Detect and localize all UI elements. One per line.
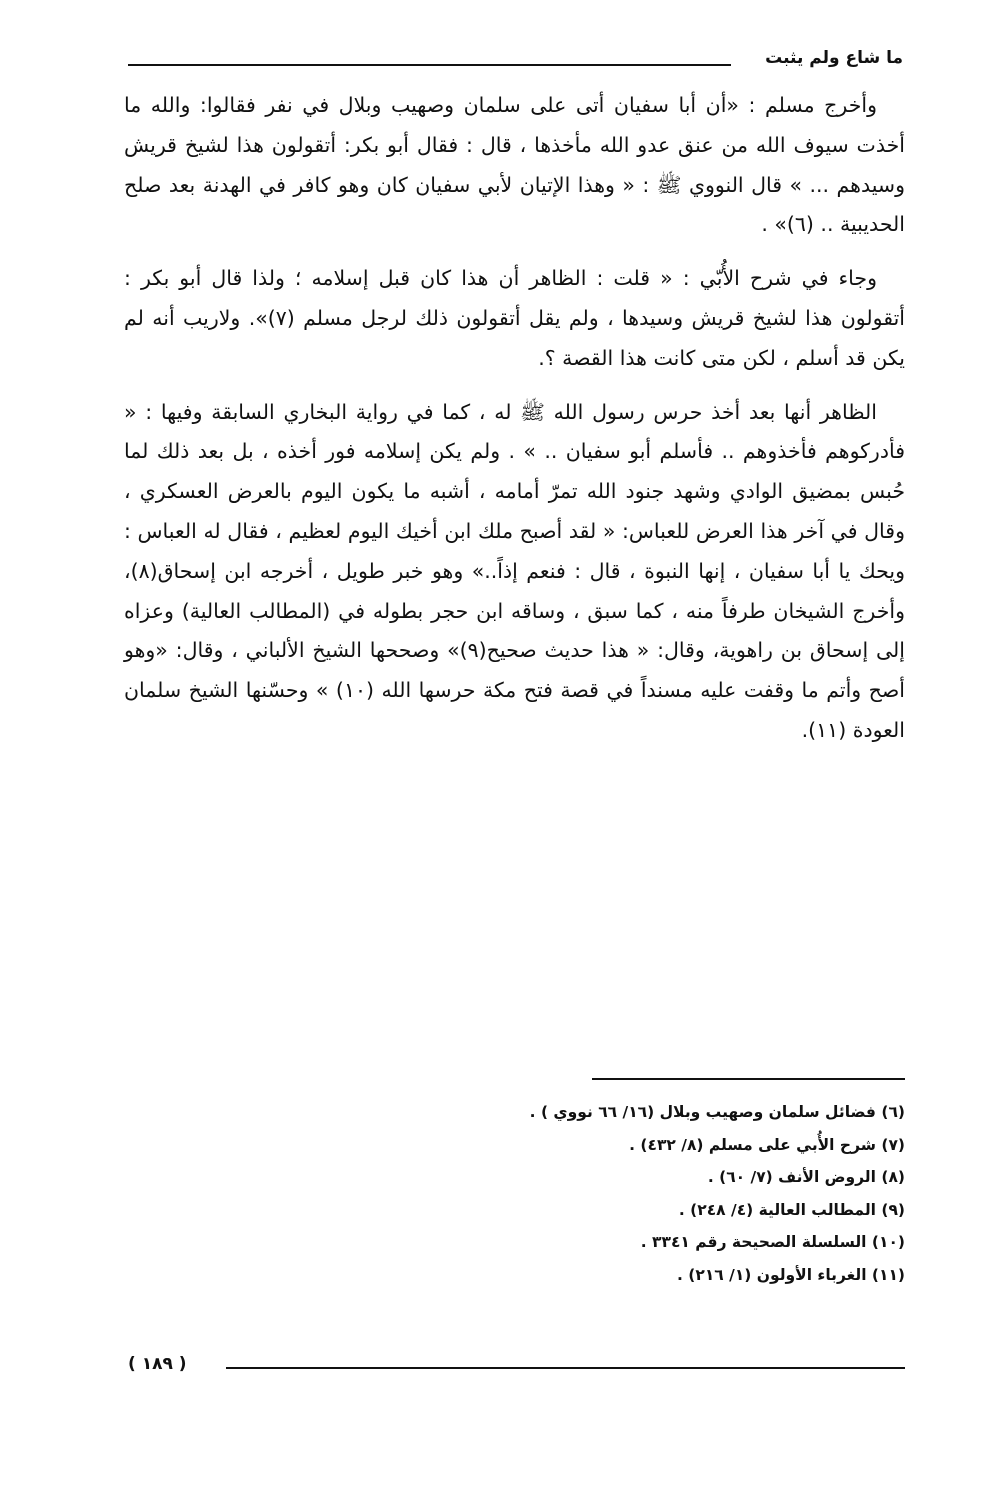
footer-rule	[226, 1367, 905, 1369]
footnote: (١٠) السلسلة الصحيحة رقم ٣٣٤١ .	[640, 1233, 905, 1252]
running-title: ما شاع ولم يثبت	[765, 48, 903, 68]
footnote: (٩) المطالب العالية (٤/ ٢٤٨) .	[678, 1200, 905, 1219]
main-text	[124, 86, 905, 751]
footnote: (٧) شرح الأُبي على مسلم (٨/ ٤٣٢) .	[629, 1135, 905, 1154]
paragraph: وجاء في شرح الأُبّي : « قلت : الظاهر أن هذا كان قبل إسلامه ؛ ولذا قال أبو بكر : أتقولون هذا لشيخ قريش وسيدها ، ولم يقل أتقولون ذلك لرجل مسلم (٧)». ولاريب أنه لم يكن قد أسلم ، لكن متى كانت هذا القصة ؟.	[124, 266, 906, 370]
page-footer	[128, 1354, 905, 1380]
paragraph: وأخرج مسلم : «أن أبا سفيان أتى على سلمان وصهيب وبلال في نفر فقالوا: والله ما أخذت سيوف الله من عنق عدو الله مأخذها ، قال : فقال أبو بكر: أتقولون هذا لشيخ قريش وسيدهم ... » قال النووي ﷺ : « وهذا الإتيان لأبي سفيان كان وهو كافر في الهدنة بعد صلح الحديبية .. (٦)» .	[124, 93, 905, 237]
page-number: ( ١٨٩ )	[128, 1354, 187, 1374]
footnote: (٦) فضائل سلمان وصهيب وبلال (١٦/ ٦٦ نووي ) .	[529, 1103, 905, 1121]
footnote: (٨) الروض الأنف (٧/ ٦٠) .	[707, 1168, 905, 1187]
footnote: (١١) الغرباء الأولون (١/ ٢١٦) .	[676, 1265, 905, 1284]
paragraph: الظاهر أنها بعد أخذ حرس رسول الله ﷺ له ، كما في رواية البخاري السابقة وفيها : « فأدركوهم فأخذوهم .. فأسلم أبو سفيان .. » . ولم يكن إسلامه فور أخذه ، بل بعد ذلك لما حُبس بمضيق الوادي وشهد جنود الله تمرّ أمامه ، أشبه ما يكون اليوم بالعرض العسكري ، وقال في آخر هذا العرض للعباس: « لقد أصبح ملك ابن أخيك اليوم لعظيم ، فقال له العباس : ويحك يا أبا سفيان ، إنها النبوة ، قال : فنعم إذاً..» وهو خبر طويل ، أخرجه ابن إسحاق(٨)، وأخرج الشيخان طرفاً منه ، كما سبق ، وساقه ابن حجر بطوله في (المطالب العالية) وعزاه إلى إسحاق بن راهوية، وقال: « هذا حديث صحيح(٩)» وصححها الشيخ الألباني ، وقال: «وهو أصح وأتم ما وقفت عليه مسنداً في قصة فتح مكة حرسها الله (١٠) » وحسّنها الشيخ سلمان العودة (١١).	[124, 399, 905, 742]
running-header	[128, 48, 903, 78]
header-rule	[128, 64, 731, 66]
footnotes	[300, 1096, 905, 1292]
footnote-separator	[592, 1078, 905, 1080]
